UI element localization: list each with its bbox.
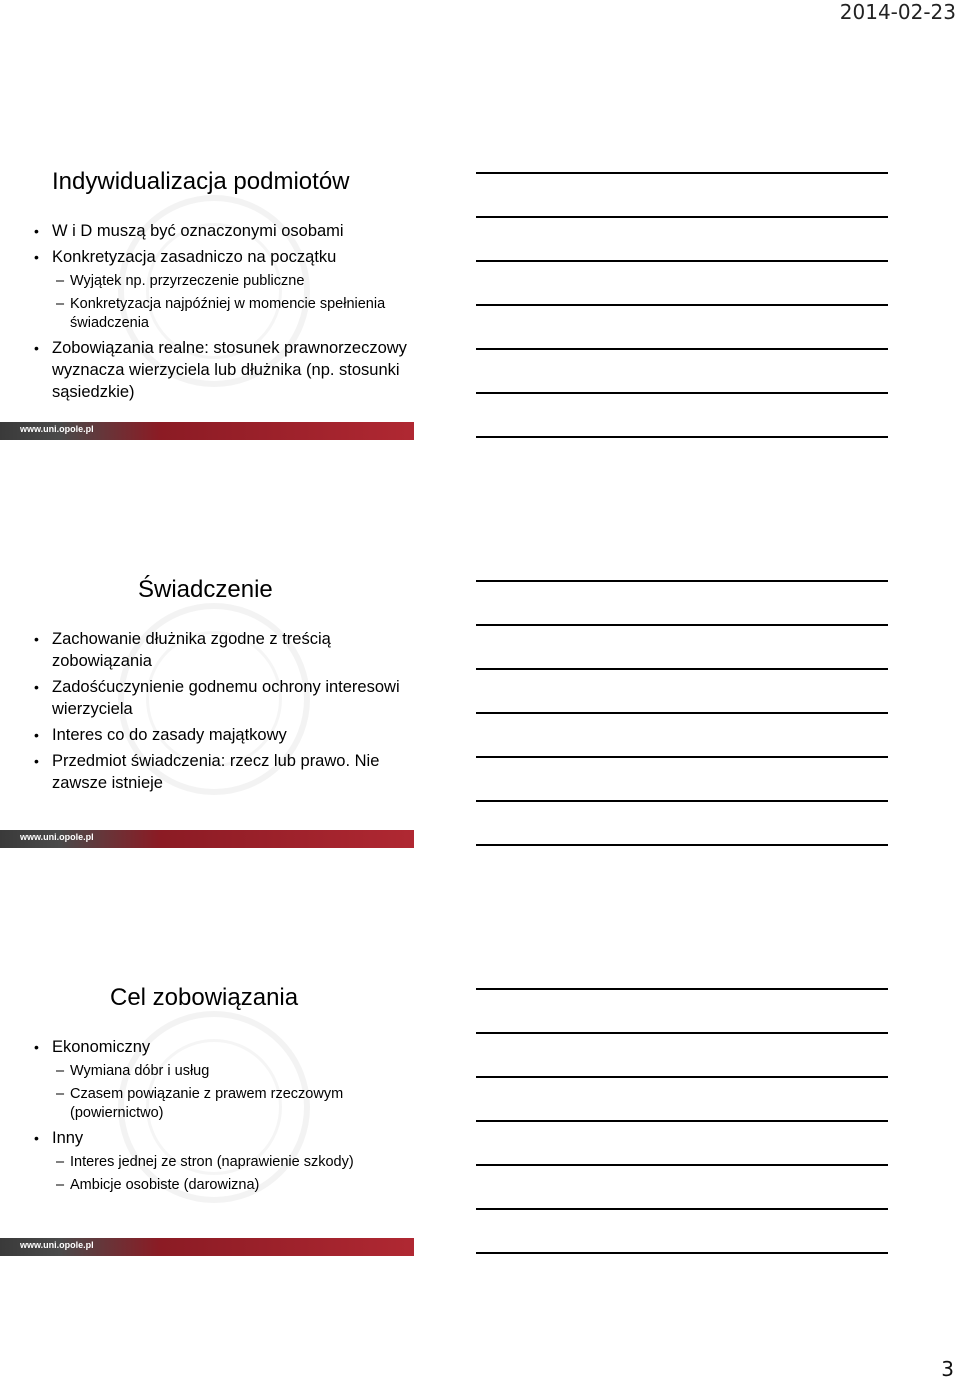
slide-title: Cel zobowiązania [110, 984, 299, 1011]
note-line [476, 1120, 888, 1122]
note-line [476, 844, 888, 846]
bullet-item: • W i D muszą być oznaczonymi osobami [0, 220, 414, 242]
slide-3 [0, 956, 414, 1256]
note-line [476, 260, 888, 262]
bullet-list [0, 1036, 414, 1199]
note-line [476, 580, 888, 582]
bullet-item: • Zadośćuczynienie godnemu ochrony interesowi wierzyciela [0, 676, 414, 720]
bullet-item: • Ekonomiczny [0, 1036, 414, 1058]
bullet-item: • Przedmiot świadczenia: rzecz lub prawo. Nie zawsze istnieje [0, 750, 414, 794]
footer-url: www.uni.opole.pl [20, 1240, 94, 1250]
note-line [476, 756, 888, 758]
notes-lines-3 [476, 988, 888, 1296]
bullet-item: • Interes co do zasady majątkowy [0, 724, 414, 746]
slide-2 [0, 548, 414, 848]
note-line [476, 172, 888, 174]
bullet-list [0, 628, 414, 798]
note-line [476, 800, 888, 802]
note-line [476, 216, 888, 218]
footer-url: www.uni.opole.pl [20, 424, 94, 434]
note-line [476, 436, 888, 438]
sub-bullet-item: – Wymiana dóbr i usług [0, 1062, 414, 1081]
note-line [476, 304, 888, 306]
footer-url: www.uni.opole.pl [20, 832, 94, 842]
note-line [476, 1208, 888, 1210]
note-line [476, 624, 888, 626]
note-line [476, 1252, 888, 1254]
bullet-item: • Zachowanie dłużnika zgodne z treścią zobowiązania [0, 628, 414, 672]
sub-bullet-item: – Interes jednej ze stron (naprawienie szkody) [0, 1153, 414, 1172]
bullet-item: • Konkretyzacja zasadniczo na początku [0, 246, 414, 268]
bullet-item: • Zobowiązania realne: stosunek prawnorzeczowy wyznacza wierzyciela lub dłużnika (np. stosunki sąsiedzkie) [0, 337, 414, 403]
note-line [476, 668, 888, 670]
notes-lines-2 [476, 580, 888, 888]
slide-title: Świadczenie [138, 576, 273, 603]
note-line [476, 348, 888, 350]
notes-lines-1 [476, 172, 888, 480]
sub-bullet-item: – Konkretyzacja najpóźniej w momencie spełnienia świadczenia [0, 295, 414, 333]
note-line [476, 1164, 888, 1166]
note-line [476, 988, 888, 990]
bullet-list [0, 220, 414, 407]
note-line [476, 392, 888, 394]
slide-footer-bar [0, 422, 414, 440]
slide-footer-bar [0, 830, 414, 848]
note-line [476, 1032, 888, 1034]
slide-footer-bar [0, 1238, 414, 1256]
slide-1 [0, 140, 414, 440]
bullet-item: • Inny [0, 1127, 414, 1149]
sub-bullet-item: – Czasem powiązanie z prawem rzeczowym (powiernictwo) [0, 1085, 414, 1123]
note-line [476, 712, 888, 714]
page-date: 2014-02-23 [839, 0, 956, 24]
slide-title: Indywidualizacja podmiotów [52, 168, 350, 195]
page-number: 3 [941, 1357, 954, 1381]
note-line [476, 1076, 888, 1078]
sub-bullet-item: – Ambicje osobiste (darowizna) [0, 1176, 414, 1195]
sub-bullet-item: – Wyjątek np. przyrzeczenie publiczne [0, 272, 414, 291]
